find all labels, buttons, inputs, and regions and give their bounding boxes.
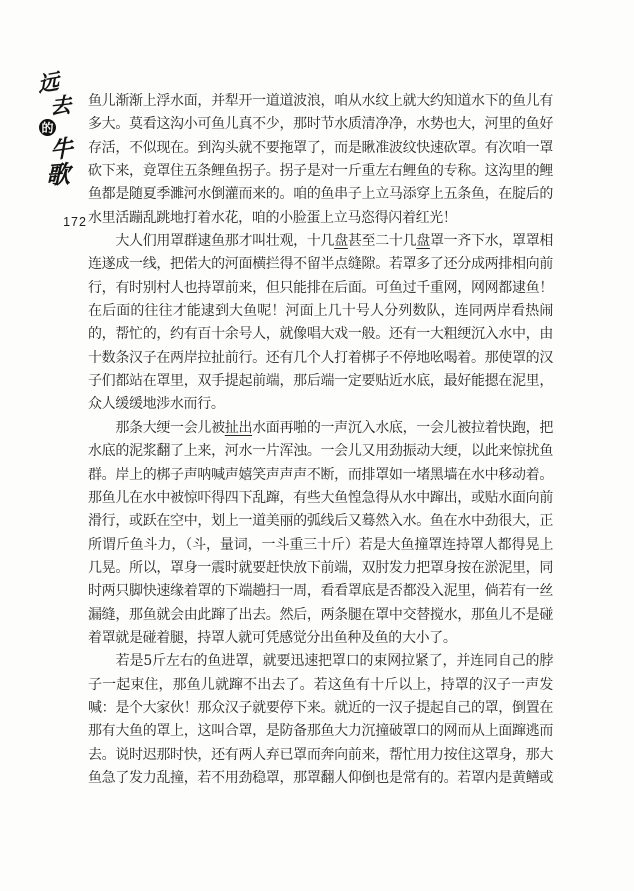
text-line: 那有大鱼的罩上，这叫合罩，是防备那鱼大力沉撞破罩口的网而从上面蹿逃而 [88, 723, 553, 740]
text-line: 所谓斤鱼斗力，（斗，量词，一斗重三十斤）若是大鱼撞罩连持罩人都得晃上 [88, 536, 553, 553]
page-number: 172 [63, 215, 87, 229]
text-line: 漏缝，那鱼就会由此蹿了出去。然后，两条腿在罩中交替搅水，那鱼儿不是碰 [88, 606, 553, 623]
book-title-calligraphy [30, 68, 86, 190]
text-line: 在后面的往往才能逮到大鱼呢！河面上几十号人分列数队，连同两岸看热闹 [88, 303, 553, 320]
calligraphy-char: 去 [49, 91, 72, 120]
body-text [88, 90, 553, 790]
text-line: 那鱼儿在水中被惊吓得四下乱蹿，有些大鱼惶急得从水中蹿出，或贴水面向前 [88, 489, 553, 506]
text-line: 喊：是个大家伙！那众汉子就要停下来。就近的一汉子提起自己的罩，倒置在 [88, 699, 553, 716]
text-line: 的，帮忙的，约有百十余号人，就像唱大戏一般。还有一大粗绠沉入水中，由 [88, 326, 553, 343]
calligraphy-char: 远 [37, 68, 60, 97]
text-segment: 甚至二十几 [347, 233, 417, 250]
underlined-text: 盘 [334, 233, 348, 250]
text-line: 鱼都是随夏季濉河水倒灌而来的。咱的鱼串子上立马添穿上五条鱼，在腚后的 [88, 186, 553, 203]
text-segment: 水面再啪的一声沉入水底，一会儿被拉着快跑，把 [252, 419, 553, 436]
text-segment: 那条大绠一会儿被 [88, 419, 225, 436]
text-line: 若是5斤左右的鱼进罩，就要迅速把罩口的束网拉紧了，并连同自己的脖 [88, 653, 553, 670]
text-segment: 罩一齐下水，罩罩相 [429, 233, 554, 250]
underlined-text: 扯出 [224, 419, 253, 436]
text-line: 鱼儿渐渐上浮水面，并犁开一道道波浪，咱从水纹上就大约知道水下的鱼儿有 [88, 93, 553, 109]
underlined-text: 盘 [416, 233, 430, 250]
text-line: 几晃。所以，罩身一震时就要赶快放下前端，双肘发力把罩身按在淤泥里，同 [88, 559, 553, 576]
text-line: 众人缓缓地涉水而行。 [88, 396, 225, 413]
text-line: 连遂成一线，把偌大的河面横拦得不留半点缝隙。若罩多了还分成两排相向前 [88, 256, 553, 273]
text-segment: 大人们用罩群逮鱼那才叫壮观，十几 [88, 233, 335, 250]
text-line: 行，有时别村人也持罩前来，但只能排在后面。可鱼过千重网，网网都逮鱼！ [88, 279, 553, 296]
page-margin [30, 68, 87, 312]
text-line [88, 230, 553, 253]
text-line: 鱼急了发力乱撞，若不用劲稳罩，那罩翻人仰倒也是常有的。若罩内是黄鳝或 [88, 769, 553, 786]
text-line: 群。岸上的梆子声呐喊声嬉笑声声声不断，而排罩如一堵黑墙在水中移动着。 [88, 466, 553, 483]
text-line: 着罩就是碰着腿，持罩人就可凭感觉分出鱼种及鱼的大小了。 [88, 629, 457, 646]
text-line: 子们都站在罩里，双手提起前端，那后端一定要贴近水底，最好能摁在泥里， [88, 373, 553, 390]
calligraphy-char: 的 [39, 119, 56, 136]
text-line: 水里活蹦乱跳地打着水花，咱的小脸蛋上立马恣得闪着红光！ [88, 209, 457, 226]
text-line: 砍下来，竟罩住五条鲤鱼拐子。拐子是对一斤重左右鲤鱼的专称。这沟里的鲤 [88, 163, 553, 180]
text-line: 子一起束住，那鱼儿就蹿不出去了。若这鱼有十斤以上，持罩的汉子一声发 [88, 676, 553, 693]
calligraphy-char: 歌 [45, 159, 71, 190]
text-line [88, 417, 553, 440]
text-line: 存活，不似现在。到沟头就不要拖罩了，而是瞅准波纹快速砍罩。有次咱一罩 [88, 139, 553, 156]
text-line: 去。说时迟那时快，还有两人弃已罩而奔向前来，帮忙用力按住这罩身，那大 [88, 746, 553, 763]
text-line: 多大。莫看这沟小可鱼儿真不少，那时节水质清净净，水势也大，河里的鱼好 [88, 116, 553, 133]
text-line: 时两只脚快速缘着罩的下端趟扫一周，看看罩底是否都没入泥里，倘若有一丝 [88, 583, 553, 600]
text-line: 滑行，或跃在空中，划上一道美丽的弧线后又蓦然入水。鱼在水中劲很大，正 [88, 513, 553, 530]
calligraphy-char: 牛 [49, 134, 74, 165]
text-line: 水底的泥浆翻了上来，河水一片浑浊。一会儿又用劲振动大绠，以此来惊扰鱼 [88, 443, 553, 460]
text-line: 十数条汉子在两岸拉扯前行。还有几个人打着梆子不停地吆喝着。那使罩的汉 [88, 349, 553, 366]
